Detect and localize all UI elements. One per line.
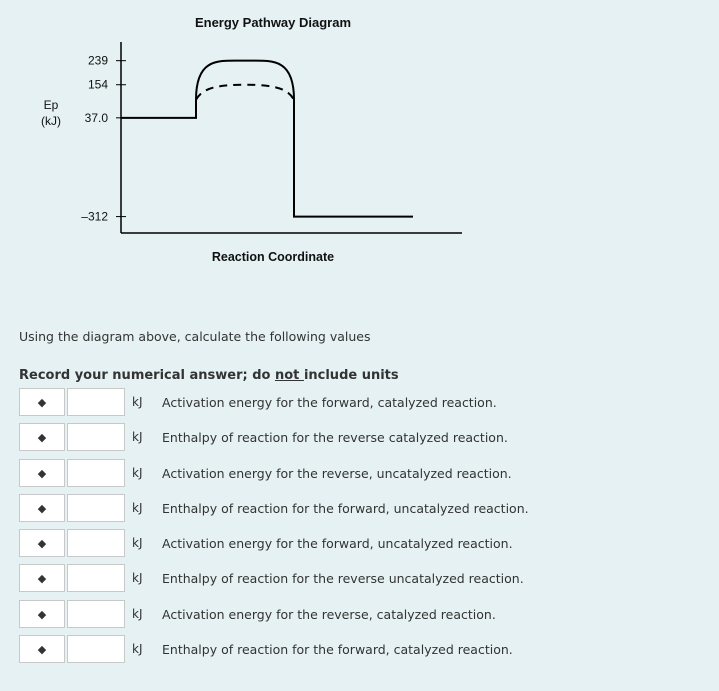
- answer-dropdown[interactable]: [19, 600, 65, 628]
- instructions-text: Using the diagram above, calculate the following values: [19, 329, 371, 344]
- unit-label: kJ: [132, 571, 143, 585]
- unit-label: kJ: [132, 430, 143, 444]
- answer-input[interactable]: [67, 564, 125, 592]
- energy-pathway-diagram: [0, 0, 719, 300]
- answer-row: [19, 387, 709, 417]
- y-tick-label: 154: [87, 77, 108, 92]
- up-down-arrows-icon: ◆: [37, 466, 47, 480]
- up-down-arrows-icon: ◆: [37, 642, 47, 656]
- uncatalyzed-pathway-line: [121, 61, 413, 217]
- answer-dropdown[interactable]: [19, 635, 65, 663]
- catalyzed-pathway-line: [196, 85, 294, 100]
- up-down-arrows-icon: ◆: [37, 607, 47, 621]
- answer-input[interactable]: [67, 459, 125, 487]
- question-text: Enthalpy of reaction for the forward, uncatalyzed reaction.: [162, 500, 529, 516]
- y-tick-label: 37.0: [84, 110, 108, 125]
- record-instruction: [19, 368, 399, 383]
- question-text: Activation energy for the reverse, uncatalyzed reaction.: [162, 465, 512, 481]
- answer-row: [19, 458, 709, 488]
- answer-input[interactable]: [67, 635, 125, 663]
- up-down-arrows-icon: ◆: [37, 571, 47, 585]
- answer-input[interactable]: [67, 529, 125, 557]
- question-text: Enthalpy of reaction for the reverse uncatalyzed reaction.: [162, 570, 524, 586]
- chart-title: Energy Pathway Diagram: [194, 15, 352, 30]
- x-axis-label: Reaction Coordinate: [211, 250, 335, 264]
- up-down-arrows-icon: ◆: [37, 536, 47, 550]
- answer-dropdown[interactable]: [19, 564, 65, 592]
- record-underlined: not: [275, 368, 304, 383]
- answer-input[interactable]: [67, 494, 125, 522]
- question-text: Enthalpy of reaction for the reverse catalyzed reaction.: [162, 429, 508, 445]
- up-down-arrows-icon: ◆: [37, 395, 47, 409]
- question-text: Activation energy for the forward, catalyzed reaction.: [162, 394, 497, 410]
- answer-row: [19, 528, 709, 558]
- answer-row: [19, 634, 709, 664]
- y-axis-unit-label: (kJ): [41, 114, 61, 128]
- question-text: Activation energy for the reverse, catalyzed reaction.: [162, 606, 496, 622]
- unit-label: kJ: [132, 466, 143, 480]
- answer-dropdown[interactable]: [19, 529, 65, 557]
- unit-label: kJ: [132, 607, 143, 621]
- unit-label: kJ: [132, 501, 143, 515]
- record-prefix: Record your numerical answer; do: [19, 368, 275, 383]
- up-down-arrows-icon: ◆: [37, 501, 47, 515]
- unit-label: kJ: [132, 642, 143, 656]
- answer-input[interactable]: [67, 423, 125, 451]
- unit-label: kJ: [132, 395, 143, 409]
- answer-row: [19, 599, 709, 629]
- question-text: Activation energy for the forward, uncatalyzed reaction.: [162, 535, 513, 551]
- energy-curves: [121, 61, 413, 217]
- unit-label: kJ: [132, 536, 143, 550]
- answer-input[interactable]: [67, 388, 125, 416]
- y-tick-label: –312: [81, 209, 108, 224]
- answer-row: [19, 493, 709, 523]
- answer-dropdown[interactable]: [19, 494, 65, 522]
- y-tick-label: 239: [87, 53, 108, 68]
- y-axis-label: Ep: [43, 98, 59, 112]
- answer-dropdown[interactable]: [19, 423, 65, 451]
- question-text: Enthalpy of reaction for the forward, catalyzed reaction.: [162, 641, 513, 657]
- record-suffix: include units: [303, 368, 399, 383]
- answer-row: [19, 422, 709, 452]
- answer-row: [19, 563, 709, 593]
- y-ticks: [81, 54, 126, 224]
- answer-dropdown[interactable]: [19, 459, 65, 487]
- answer-dropdown[interactable]: [19, 388, 65, 416]
- up-down-arrows-icon: ◆: [37, 430, 47, 444]
- answer-input[interactable]: [67, 600, 125, 628]
